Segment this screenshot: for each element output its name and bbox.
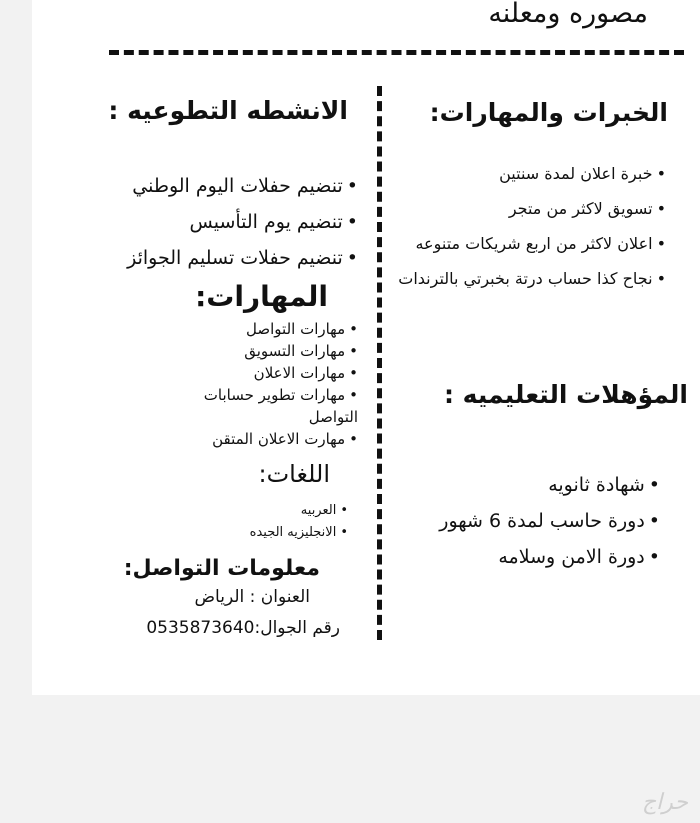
list-item: •تنضيم حفلات اليوم الوطني xyxy=(132,175,358,197)
contact-address: العنوان : الرياض xyxy=(194,587,310,607)
list-item: •مهارات التواصل xyxy=(246,320,358,338)
list-item: •شهادة ثانويه xyxy=(548,474,660,496)
list-item: •العربيه xyxy=(300,503,348,518)
list-item: •دورة الامن وسلامه xyxy=(498,546,660,568)
list-item: •خبرة اعلان لمدة سنتين xyxy=(499,164,666,183)
list-item: •مهارات تطوير حسابات التواصل xyxy=(203,386,358,426)
list-item: •مهارات التسويق xyxy=(244,342,358,360)
skills-heading: المهارات: xyxy=(195,280,328,313)
education-list xyxy=(380,467,660,575)
experience-list xyxy=(366,156,666,296)
watermark-logo: حراج xyxy=(641,790,688,815)
volunteer-list xyxy=(68,168,358,276)
dashed-divider xyxy=(109,50,684,55)
volunteer-heading: الانشطه التطوعيه : xyxy=(108,96,348,125)
list-item: •مهارت الاعلان المتقن xyxy=(212,430,358,448)
list-item: •اعلان لاكثر من اربع شريكات متنوعه xyxy=(415,234,666,253)
page-title: مصوره ومعلنه xyxy=(488,0,648,29)
list-item: •الانجليزيه الجيده xyxy=(249,525,348,540)
education-heading: المؤهلات التعليميه : xyxy=(443,380,688,409)
list-item: •تنضيم حفلات تسليم الجوائز xyxy=(127,247,358,269)
list-item: •مهارات الاعلان xyxy=(253,364,358,382)
list-item: •تسويق لاكثر من متجر xyxy=(508,199,666,218)
languages-heading: اللغات: xyxy=(258,460,330,488)
list-item: •تنضيم يوم التأسيس xyxy=(189,211,358,233)
list-item: •دورة حاسب لمدة 6 شهور xyxy=(439,510,660,532)
skills-list xyxy=(168,318,358,450)
contact-phone: رقم الجوال:0535873640 xyxy=(146,618,340,638)
list-item: •نجاح كذا حساب درتة بخبرتي بالترندات xyxy=(398,269,666,288)
languages-list xyxy=(178,500,348,544)
experience-heading: الخبرات والمهارات: xyxy=(429,98,668,127)
contact-heading: معلومات التواصل: xyxy=(123,556,320,581)
resume-page xyxy=(32,0,700,695)
